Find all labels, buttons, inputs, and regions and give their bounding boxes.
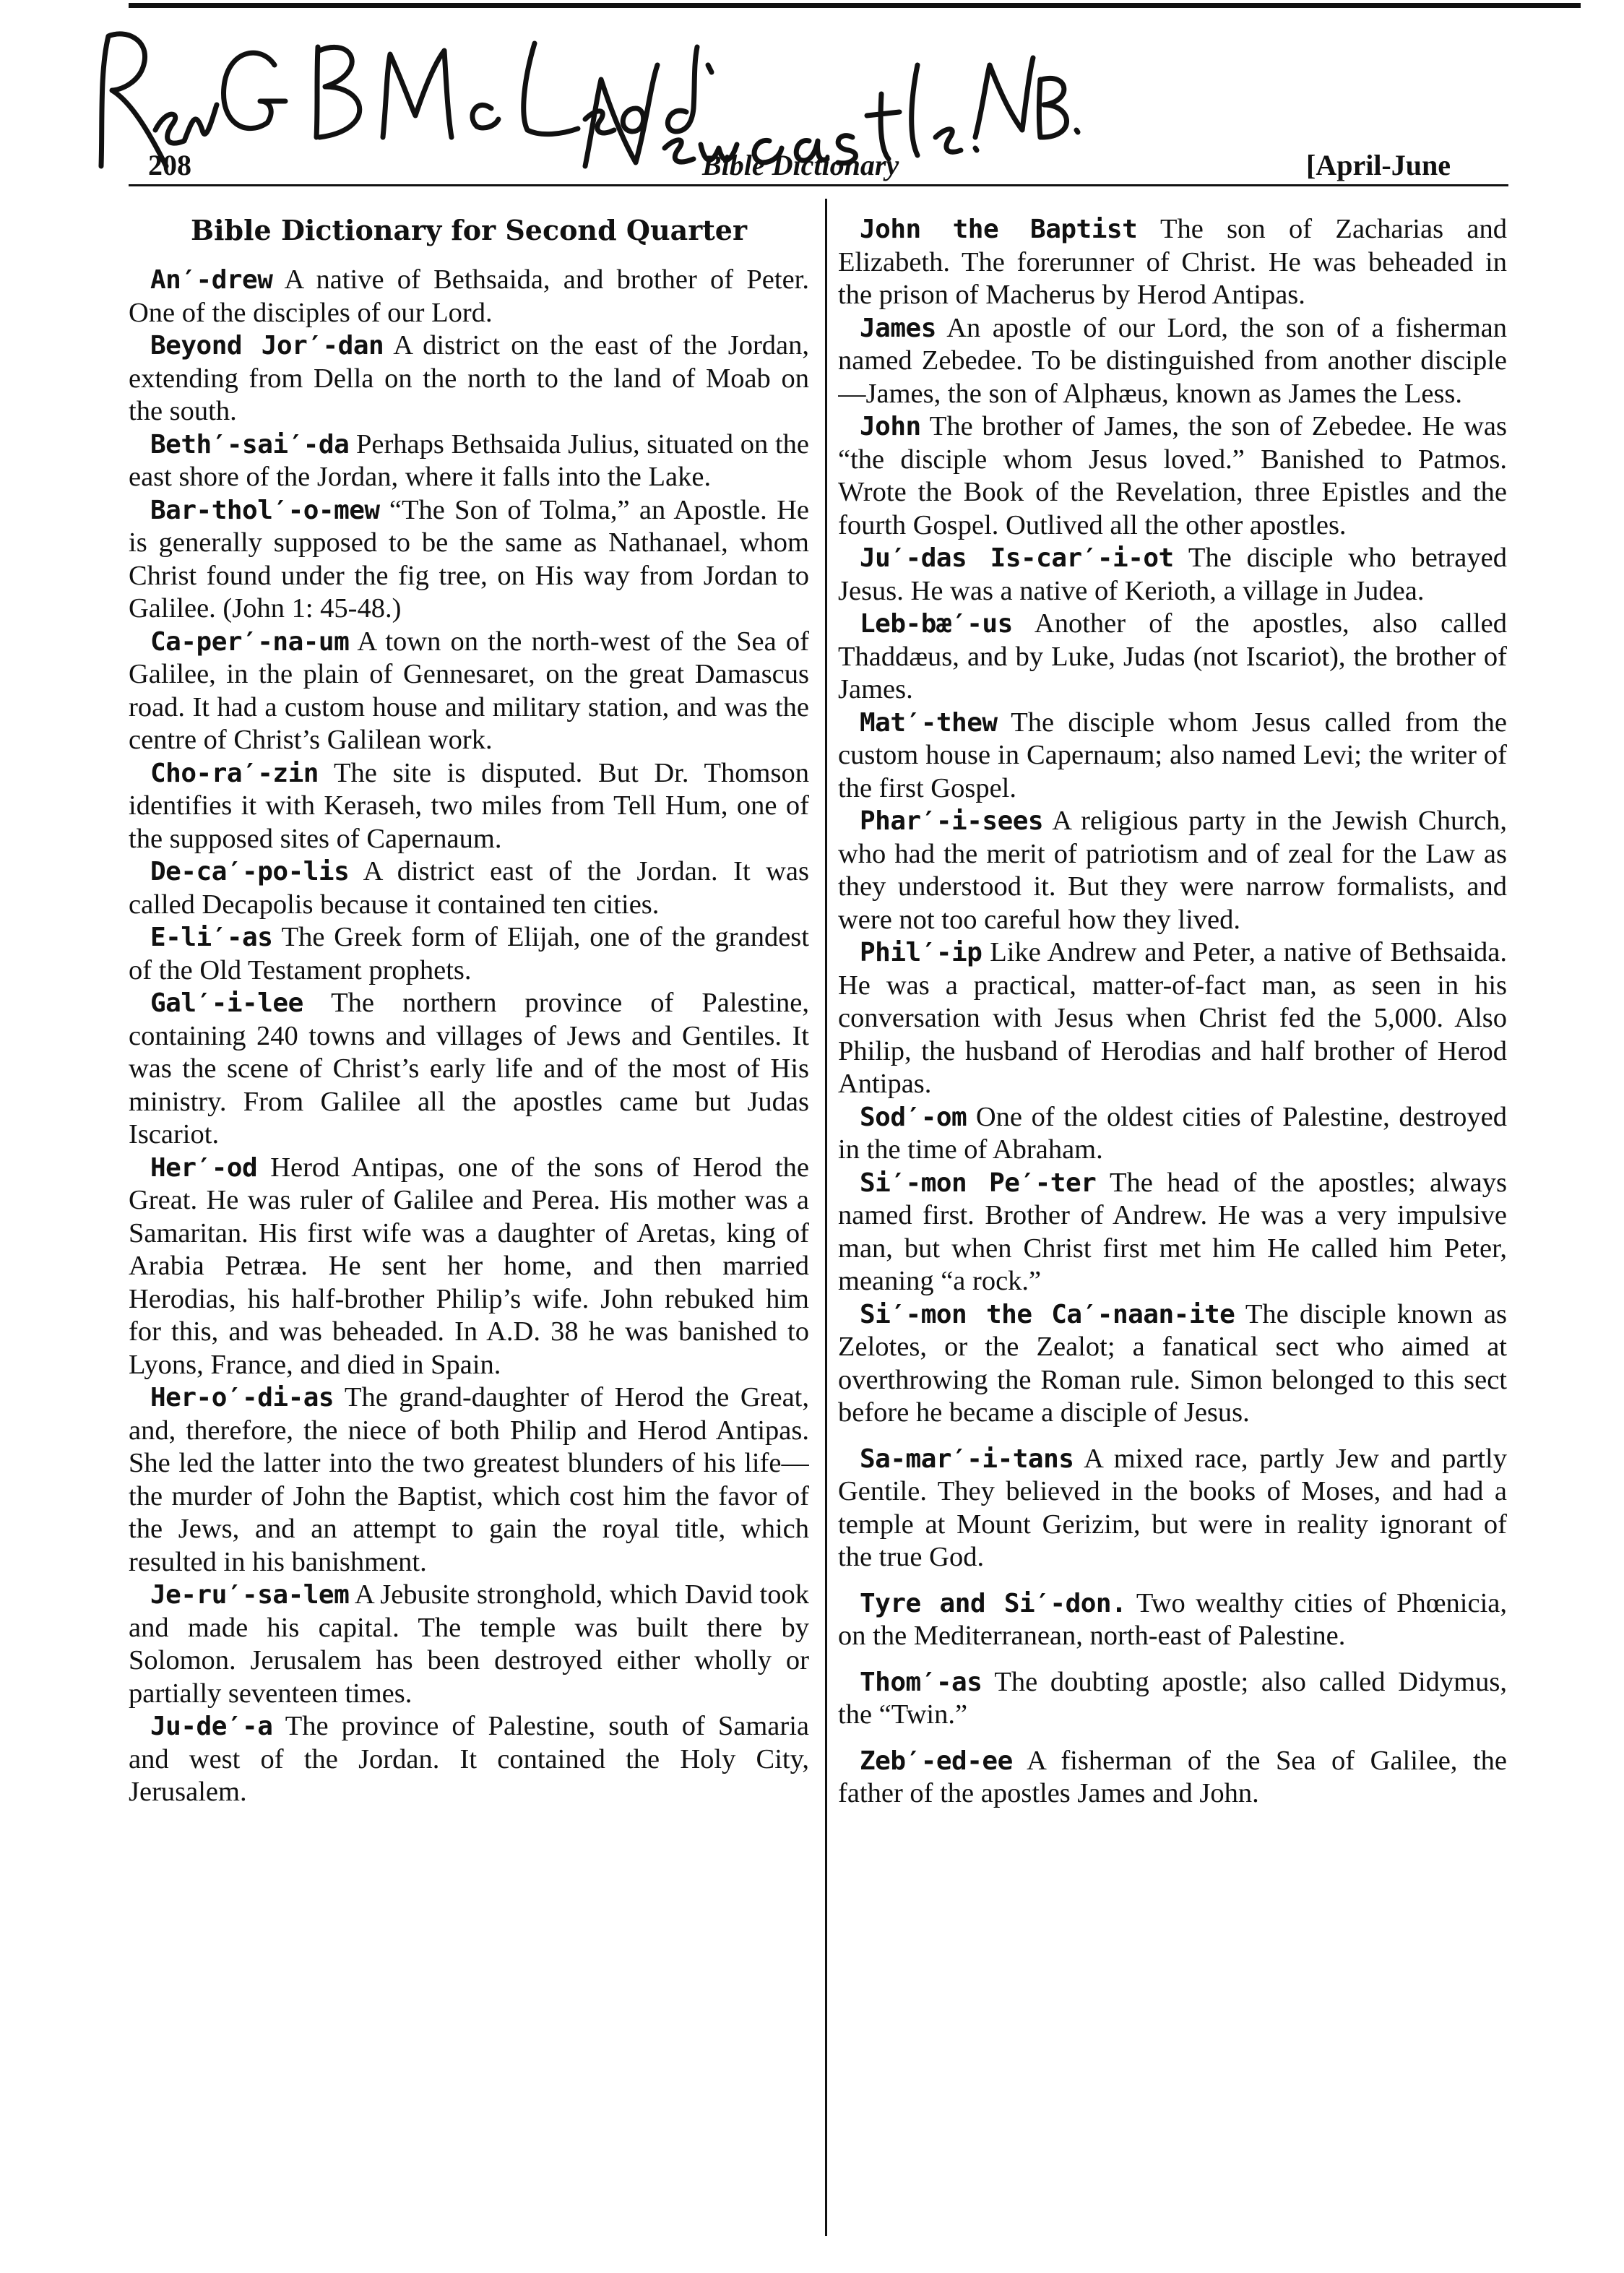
entry-definition: A district east of the Jordan. It was called Decapolis because it contained ten cities. [129,856,809,920]
entry-term: Cho-ra′-zin [150,758,319,788]
entry-definition: The son of Zacharias and Elizabeth. The forerunner of Christ. He was beheaded in the prison of Macherus by Herod Antipas. [838,214,1507,310]
entry-term: Zeb′-ed-ee [860,1746,1013,1776]
column-divider [825,199,827,2236]
dictionary-entry [838,1745,1507,1811]
entry-definition: An apostle of our Lord, the son of a fisherman named Zebedee. To be distinguished from another disciple—James, the son of Alphæus, known as James the Less. [838,312,1507,409]
header-rule [129,184,1508,186]
left-entry-list [129,264,809,1809]
entry-term: Beth′-sai′-da [150,429,350,460]
entry-term: James [860,313,936,343]
entry-term: John [860,412,921,441]
entry-definition: The province of Palestine, south of Samaria and west of the Jordan. It contained the Holy City, Jerusalem. [129,1711,809,1807]
dictionary-entry [838,312,1507,411]
entry-definition: One of the oldest cities of Palestine, destroyed in the time of Abraham. [838,1101,1507,1165]
dictionary-entry [129,855,809,921]
running-title: Bible Dictionary [702,149,899,181]
entry-term: E-li′-as [150,923,273,952]
entry-definition: “The Son of Tolma,” an Apostle. He is generally supposed to be the same as Nathanael, whom Christ found under the fig tree, on His way from Jordan to Galilee. (John 1: 45-48.) [129,494,809,624]
dictionary-entry [838,1443,1507,1574]
dictionary-entry [129,1579,809,1710]
entry-term: Sod′-om [860,1102,967,1132]
dictionary-entry [129,494,809,626]
entry-term: Mat′-thew [860,707,998,738]
entry-definition: A native of Bethsaida, and brother of Peter. One of the disciples of our Lord. [129,264,809,328]
dictionary-entry [129,987,809,1152]
right-entry-list [838,213,1507,1811]
dictionary-entry [129,264,809,329]
entry-term: Phil′-ip [860,938,982,967]
entry-definition: A town on the north-west of the Sea of Galilee, in the plain of Gennesaret, on the great Damascus road. It had a custom house and military station, and was the centre of Christ’s Galilean work. [129,626,809,755]
entry-term: Gal′-i-lee [150,988,303,1018]
dictionary-entry [838,1167,1507,1298]
entry-term: Beyond Jor′-dan [150,331,384,361]
entry-definition: The brother of James, the son of Zebedee. He was “the disciple whom Jesus loved.” Banished to Patmos. Wrote the Book of the Revelation, three Epistles and the fourth Gospel. Outlived all the other apostles. [838,411,1507,540]
dictionary-entry [129,921,809,987]
entry-term: De-ca′-po-lis [150,857,350,887]
entry-definition: Another of the apostles, also called Thaddæus, and by Luke, Judas (not Iscariot), the brother of James. [838,608,1507,704]
entry-term: John the Baptist [860,215,1138,244]
entry-term: Ju-de′-a [150,1712,273,1741]
entry-term: Tyre and Si′-don. [860,1588,1127,1618]
entry-term: Bar-thol′-o-mew [150,495,380,525]
dictionary-entry [838,1666,1507,1732]
entry-definition: The doubting apostle; also called Didymus, the “Twin.” [838,1666,1507,1730]
entry-definition: A Jebusite stronghold, which David took and made his capital. The temple was built there by Solomon. Jerusalem has been destroyed either wholly or partially seventeen times. [129,1579,809,1709]
dictionary-entry [129,329,809,428]
entry-definition: Two wealthy cities of Phœnicia, on the Mediterranean, north-east of Palestine. [838,1587,1507,1651]
handwriting-drawing [87,22,1084,177]
dictionary-entry [838,410,1507,542]
entry-term: Si′-mon Pe′-ter [860,1168,1097,1198]
left-column [129,213,809,2251]
entry-definition: Herod Antipas, one of the sons of Herod the Great. He was ruler of Galilee and Perea. His mother was a Samaritan. His first wife was a daughter of Aretas, king of Arabia Petræa. He sent her home, and then married Herodias, his half-brother Philip’s wife. John rebuked him for this, and was beheaded. In A.D. 38 he was banished to Lyons, France, and died in Spain. [129,1152,809,1380]
entry-definition: The head of the apostles; always named first. Brother of Andrew. He was a very impulsive man, but when Christ first met him He called him Peter, meaning “a rock.” [838,1167,1507,1296]
dictionary-entry [129,1710,809,1809]
entry-term: Ju′-das Is-car′-i-ot [860,543,1174,573]
entry-term: Her′-od [150,1152,258,1183]
entry-definition: The disciple known as Zelotes, or the Zealot; a fanatical sect who aimed at overthrowing the Roman rule. Simon belonged to this sect before he became a disciple of Jesus. [838,1298,1507,1428]
dictionary-entry [838,608,1507,707]
dictionary-entry [129,757,809,856]
entry-term: An′-drew [150,265,273,295]
dictionary-entry [129,428,809,494]
dictionary-entry [838,1101,1507,1167]
entry-term: Ca-per′-na-um [150,626,350,657]
dictionary-entry [838,542,1507,608]
entry-term: Phar′-i-sees [860,806,1044,836]
handwritten-signature [87,22,1084,177]
entry-term: Si′-mon the Ca′-naan-ite [860,1299,1235,1329]
dictionary-entry [129,1152,809,1382]
entry-definition: The Greek form of Elijah, one of the grandest of the Old Testament prophets. [129,922,809,985]
entry-definition: Like Andrew and Peter, a native of Bethsaida. He was a practical, matter-of-fact man, as seen in his conversation with Jesus when Christ fed the 5,000. Also Philip, the husband of Herodias and half brother of Herod Antipas. [838,937,1507,1099]
top-rule [129,3,1581,8]
entry-definition: A religious party in the Jewish Church, who had the merit of patriotism and of zeal for the Law as they understood it. But they were narrow formalists, and were not too careful how they lived. [838,806,1507,935]
entry-definition: A fisherman of the Sea of Galilee, the father of the apostles James and John. [838,1745,1507,1808]
entry-term: Her-o′-di-as [150,1383,334,1412]
dictionary-entry [838,213,1507,312]
entry-term: Je-ru′-sa-lem [150,1580,350,1610]
dictionary-entry [838,1298,1507,1430]
entry-term: Thom′-as [860,1667,982,1697]
dictionary-entry [838,707,1507,806]
entry-term: Leb-bæ′-us [860,609,1013,639]
dictionary-entry [838,936,1507,1101]
entry-definition: The disciple who betrayed Jesus. He was a native of Kerioth, a village in Judea. [838,543,1507,606]
dictionary-entry [129,1381,809,1579]
page-number: 208 [148,149,191,181]
quarter-label: [April-June [1306,149,1451,181]
entry-definition: A mixed race, partly Jew and partly Gentile. They believed in the books of Moses, and had a temple at Mount Gerizim, but were in reality ignorant of the true God. [838,1443,1507,1572]
entry-definition: The grand-daughter of Herod the Great, and, therefore, the niece of both Philip and Herod Antipas. She led the latter into the two greatest blunders of his life—the murder of John the Baptist, which cost him the favor of the Jews, and an attempt to gain the royal title, which resulted in his banishment. [129,1382,809,1577]
right-column [838,213,1507,2251]
entry-definition: Perhaps Bethsaida Julius, situated on the east shore of the Jordan, where it falls into the Lake. [129,428,809,492]
entry-definition: The disciple whom Jesus called from the custom house in Capernaum; also named Levi; the writer of the first Gospel. [838,707,1507,803]
entry-term: Sa-mar′-i-tans [860,1444,1074,1474]
entry-definition: A district on the east of the Jordan, extending from Della on the north to the land of Moab on the south. [129,330,809,426]
entry-definition: The northern province of Palestine, containing 240 towns and villages of Jews and Gentiles. It was the scene of Christ’s early life and of the most of His ministry. From Galilee all the apostles came but Judas Iscariot. [129,988,809,1150]
dictionary-entry [838,1587,1507,1653]
entry-definition: The site is disputed. But Dr. Thomson identifies it with Keraseh, two miles from Tell Hum, one of the supposed sites of Capernaum. [129,757,809,854]
dictionary-entry [129,626,809,757]
column-heading: Bible Dictionary for Second Quarter [190,214,747,246]
dictionary-entry [838,805,1507,936]
